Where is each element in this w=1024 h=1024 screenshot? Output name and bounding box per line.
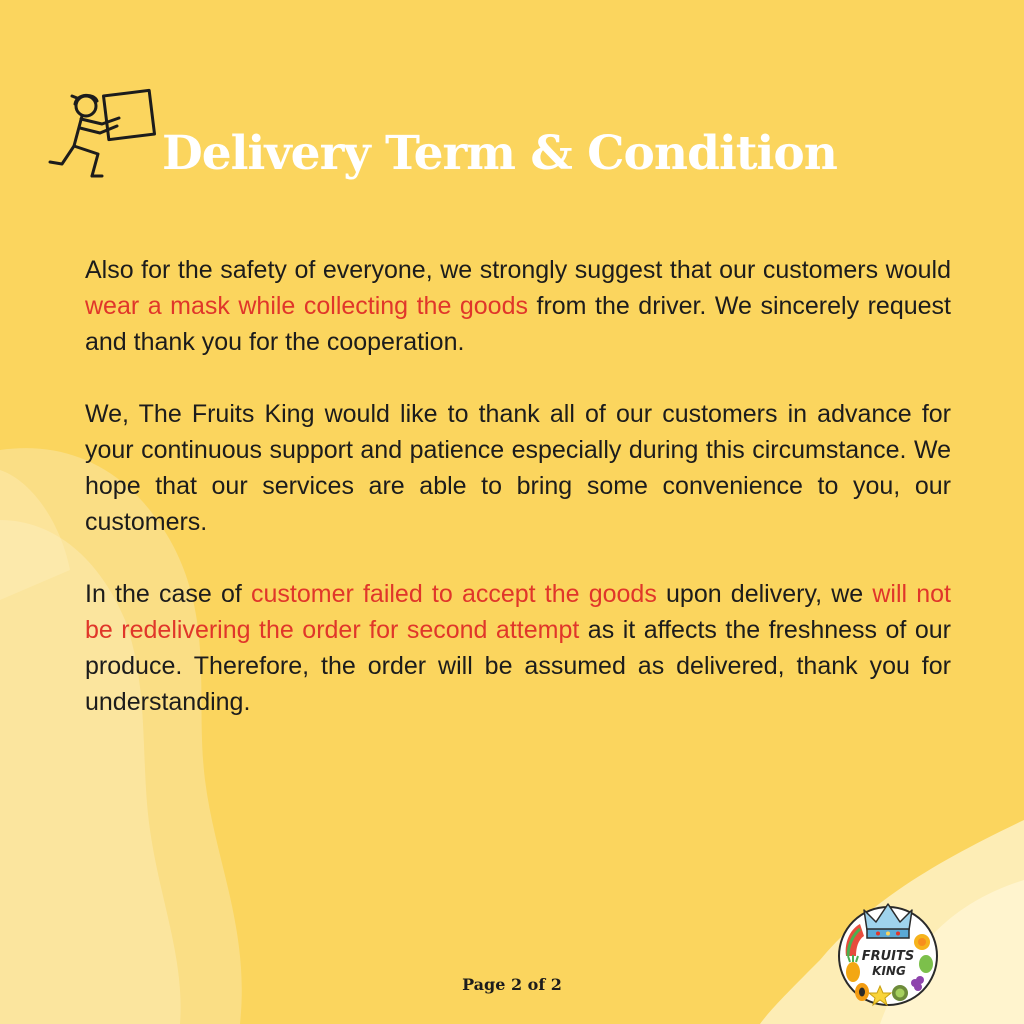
paragraph-text: We, The Fruits King would like to thank all of our customers in advance for your continuous support and patience especially during this circumstance. We hope that our services are able to bring some convenience to you, our customers.: [85, 400, 951, 536]
page-number: Page 2 of 2: [462, 975, 562, 994]
delivery-courier-icon: [44, 84, 166, 184]
paragraph-text: upon delivery, we: [656, 580, 873, 608]
paragraph-thanks: [85, 396, 951, 540]
page-title: Delivery Term & Condition: [162, 126, 837, 181]
highlight-text: wear a mask while collecting the goods: [85, 292, 528, 320]
paragraph-text: Also for the safety of everyone, we strongly suggest that our customers would: [85, 256, 951, 284]
fruits-king-logo: [836, 898, 940, 1008]
paragraph-redelivery: [85, 576, 951, 720]
highlight-text: customer failed to accept the goods: [250, 580, 657, 608]
logo-line-2: KING: [872, 964, 906, 978]
header: [44, 84, 944, 194]
logo-line-1: FRUITS: [861, 949, 915, 964]
highlight-text: will not be redelivering the order for second attempt: [85, 580, 952, 644]
terms-body: [85, 252, 951, 756]
paragraph-text: from the driver. We sincerely request and thank you for the cooperation.: [85, 292, 951, 356]
paragraph-text: In the case of: [85, 580, 251, 608]
paragraph-mask: [85, 252, 951, 360]
paragraph-text: as it affects the freshness of our produce. Therefore, the order will be assumed as delivered, thank you for understanding.: [85, 616, 952, 716]
